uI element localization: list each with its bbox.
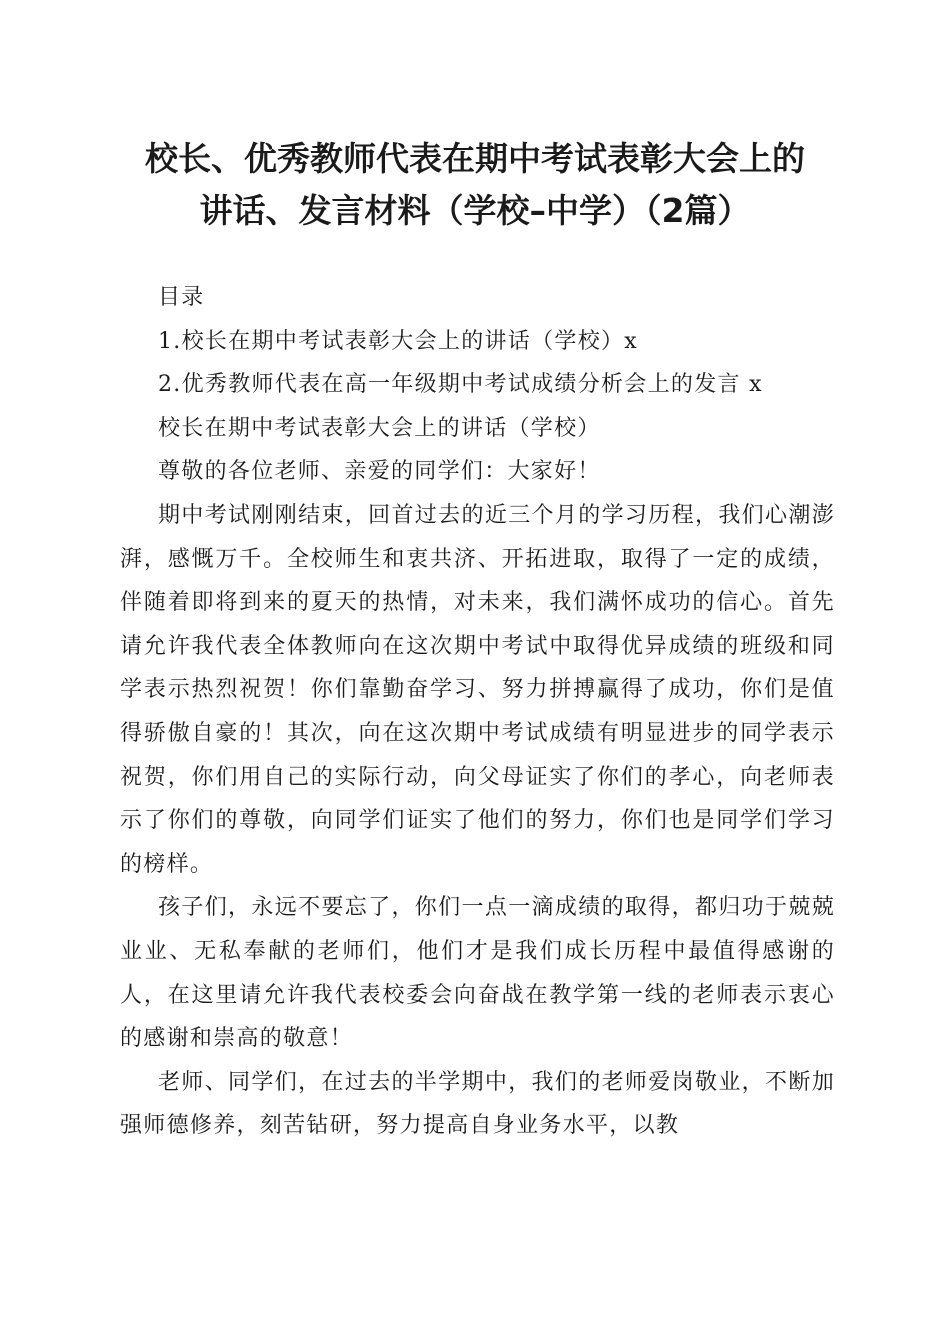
paragraph: 老师、同学们，在过去的半学期中，我们的老师爱岗敬业，不断加强师德修养，刻苦钻研，努力提高自身业务水平，以教 (120, 1069, 835, 1139)
title-line-1: 校长、优秀教师代表在期中考试表彰大会上的 (145, 139, 805, 178)
paragraph: 期中考试刚刚结束，回首过去的近三个月的学习历程，我们心潮澎湃，感慨万千。全校师生和衷共济、开拓进取，取得了一定的成绩，伴随着即将到来的夏天的热情，对未来，我们满怀成功的信心。首先请允许我代表全体教师向在这次期中考试中取得优异成绩的班级和同学表示热烈祝贺！你们靠勤奋学习、努力拼搏赢得了成功，你们是值得骄傲自豪的！其次，向在这次期中考试成绩有明显进步的同学表示祝贺，你们用自己的实际行动，向父母证实了你们的孝心，向老师表示了你们的尊敬，向同学们证实了他们的努力，你们也是同学们学习的榜样。 (120, 502, 835, 877)
toc-item: 2.优秀教师代表在高一年级期中考试成绩分析会上的发言 x (158, 372, 763, 398)
greeting: 尊敬的各位老师、亲爱的同学们：大家好！ (158, 459, 601, 485)
toc-item: 1.校长在期中考试表彰大会上的讲话（学校）x (158, 328, 638, 354)
paragraph: 孩子们，永远不要忘了，你们一点一滴成绩的取得，都归功于兢兢业业、无私奉献的老师们，他们才是我们成长历程中最值得感谢的人，在这里请允许我代表校委会向奋战在教学第一线的老师表示衷心的感谢和崇高的敬意！ (120, 895, 835, 1052)
document-body (120, 276, 835, 1148)
section-title: 校长在期中考试表彰大会上的讲话（学校） (158, 415, 601, 441)
title-line-2: 讲话、发言材料（学校–中学）（2篇） (199, 191, 751, 230)
document-title (100, 133, 850, 237)
toc-heading: 目录 (158, 285, 205, 310)
